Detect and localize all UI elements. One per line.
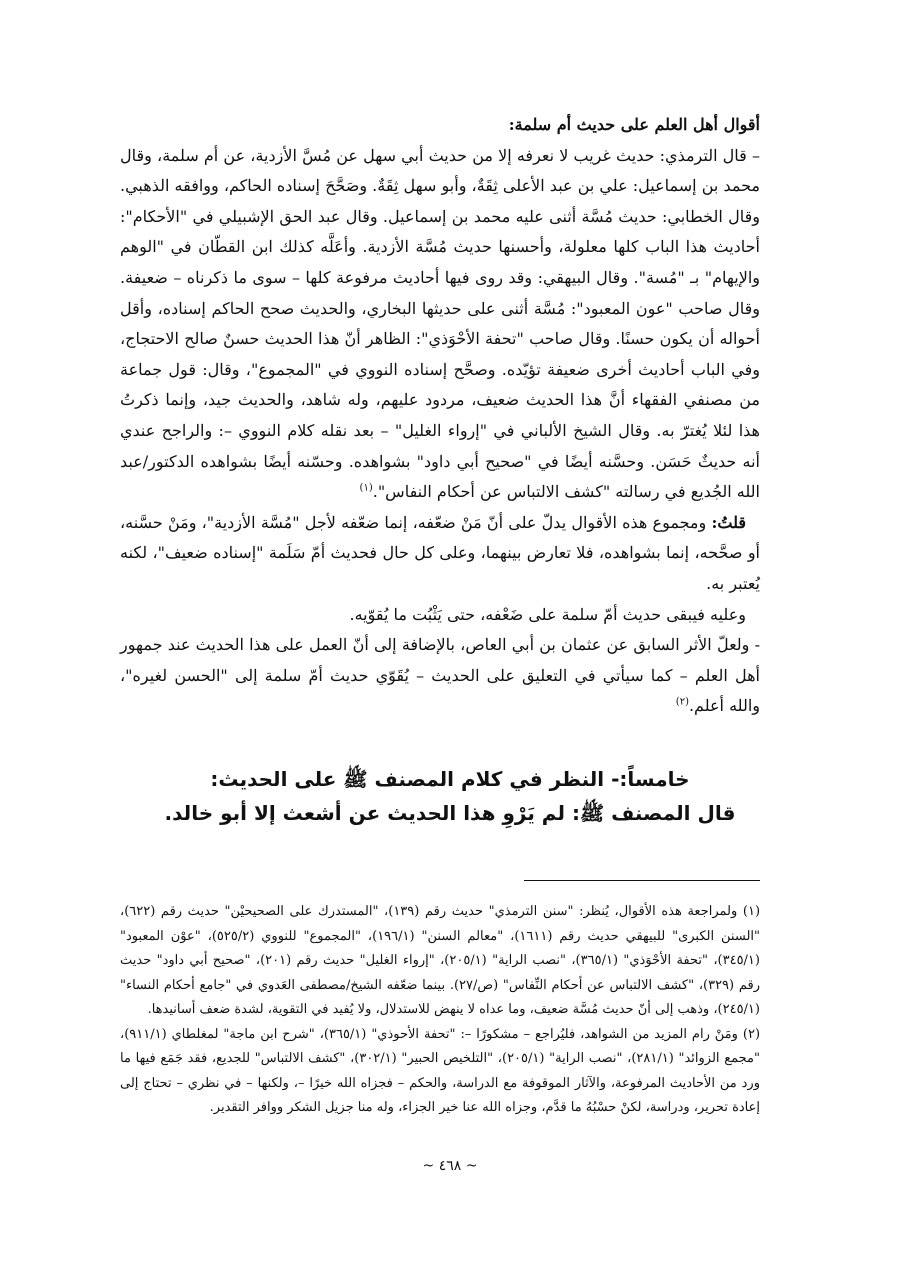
section-title-block [0, 762, 900, 830]
footnote-1: (١) ولمراجعة هذه الأقوال، يُنظر: "سنن الترمذي" حديث رقم (١٣٩)، "المستدرك على الصحيحيْن" حديث رقم (٦٢٢)، "السنن الكبرى" للبيهقي حديث رقم (١٦١١)، "معالم السنن" (١٩٦/١)، "المجموع" للنووي (٥٢٥/٢)، "عوْن المعبود" (٣٤٥/١)، "تحفة الأحْوَذي" (٣٦٥/١)، "نصب الراية" (٢٠٥/١)، "إرواء الغليل" حديث رقم (٢٠١)، "صحيح أبي داود" حديث رقم (٣٢٩)، "كشف الالتباس عن أحكام النِّفاس" (ص/٢٧). بينما ضعّفه الشيخ/مصطفى العَدوي في "جامع أحكام النساء" (٢٤٥/١)، وذهب إلى أنّ حديث مُسَّة ضعيف، وما عداه لا ينهض للاستدلال، ولا يُفيد في التقوية، لشدة ضعف أسانيدها. [120, 904, 761, 1017]
paragraph-conclusion [120, 508, 760, 600]
paragraph-athar [120, 630, 760, 722]
footnote-ref-2: (٢) [675, 696, 689, 708]
section-title: خامساً:- النظر في كلام المصنف ﷺ على الحديث: [210, 767, 690, 791]
paragraph-text: - ولعلّ الأثر السابق عن عثمان بن أبي العاص، بالإضافة إلى أنّ العمل على هذا الحديث عند جمهور أهل العلم – كما سيأتي في التعليق على الحديث – يُقَوّي حديث أمّ سلمة إلى "الحسن لغيره"، والله أعلم. [120, 635, 760, 716]
paragraph-text: – قال الترمذي: حديث غريب لا نعرفه إلا من حديث أبي سهل عن مُسَّ الأزدية، عن أم سلمة، وقال محمد بن إسماعيل: علي بن عبد الأعلى ثِقَةٌ، وأبو سهل ثِقَةٌ. وصَحَّحَ إسناده الحاكم، ووافقه الذهبي. وقال الخطابي: حديث مُسَّة أثنى عليه محمد بن إسماعيل. وقال عبد الحق الإشبيلي في "الأحكام": أحاديث هذا الباب كلها معلولة، وأحسنها حديث مُسَّة الأزدية. وأعَلَّه كذلك ابن القطّان في "الوهم والإيهام" بـ "مُسة". وقال البيهقي: وقد روى فيها أحاديث مرفوعة كلها – سوى ما ذكرناه – ضعيفة. وقال صاحب "عون المعبود": مُسَّة أثنى على حديثها البخاري، والحديث صحح الحاكم إسناده، وأقل أحواله أن يكون حسنًا. وقال صاحب "تحفة الأحْوَذي": الظاهر أنّ هذا الحديث حسنٌ صالح الاحتجاج، وفي الباب أحاديث أخرى ضعيفة تؤيّده. وصحَّح إسناده النووي في "المجموع"، وقال: قول جماعة من مصنفي الفقهاء أنَّ هذا الحديث ضعيف، مردود عليهم، وله شاهد، والحديث جيد، وإنما ذكرتُ هذا لئلا يُغترّ به. وقال الشيخ الألباني في "إرواء الغليل" – بعد نقله كلام النووي –: والراجح عندي أنه حديثٌ حَسَن. وحسَّنه أيضًا في "صحيح أبي داود" بشواهده. وحسّنه أيضًا بشواهده الدكتور/عبد الله الجُديع في رسالته "كشف الالتباس عن أحكام النفاس". [120, 145, 761, 502]
section-heading: أقوال أهل العلم على حديث أم سلمة: [508, 115, 760, 134]
paragraph-text: ومجموع هذه الأقوال يدلّ على أنّ مَنْ ضعّفه، إنما ضعّفه لأجل "مُسَّة الأزدية"، ومَنْ حسَّنه، أو صحَّحه، إنما بشواهده، فلا تعارض بينهما، وعلى كل حال فحديث أمّ سَلَمة "إسناده ضعيف"، لكنه يُعتبر به. [120, 512, 760, 593]
paragraph-verdict: وعليه فيبقى حديث أمّ سلمة على ضَعْفه، حتى يَثْبُت ما يُقوّيه. [349, 604, 746, 624]
qultu-label: قلتُ: [711, 512, 747, 532]
page-number: ~ ٤٦٨ ~ [422, 1158, 478, 1174]
footnote-separator [524, 880, 760, 881]
main-text [120, 110, 760, 722]
footnote-2: (٢) ومَنْ رام المزيد من الشواهد، فليُراجع – مشكورًا –: "تحفة الأحوذي" (٣٦٥/١)، "شرح ابن ماجة" لمغلطاي (٩١١/١)، "مجمع الزوائد" (٢٨١/١)، "نصب الراية" (٢٠٥/١)، "التلخيص الحبير" (٣٠٢/١)، "كشف الالتباس" للجديع، فقد جَمَع فيها ما ورد من الأحاديث المرفوعة، والآثار الموقوفة مع الدراسة، والحكم – فجزاه الله خيرًا –، ولكنها – في نظري – تحتاج إلى إعادة تحرير، ودراسة، لكنْ حسْبُهُ ما قدَّم، وجزاه الله عنا خير الجزاء، وله منا جزيل الشكر ووافر التقدير. [120, 1026, 761, 1115]
footnote-ref-1: (١) [359, 482, 373, 494]
paragraph-scholars-opinions [120, 141, 760, 508]
section-subtitle: قال المصنف ﷺ: لم يَرْوِ هذا الحديث عن أشعث إلا أبو خالد. [164, 801, 736, 825]
footnotes [120, 900, 760, 1121]
